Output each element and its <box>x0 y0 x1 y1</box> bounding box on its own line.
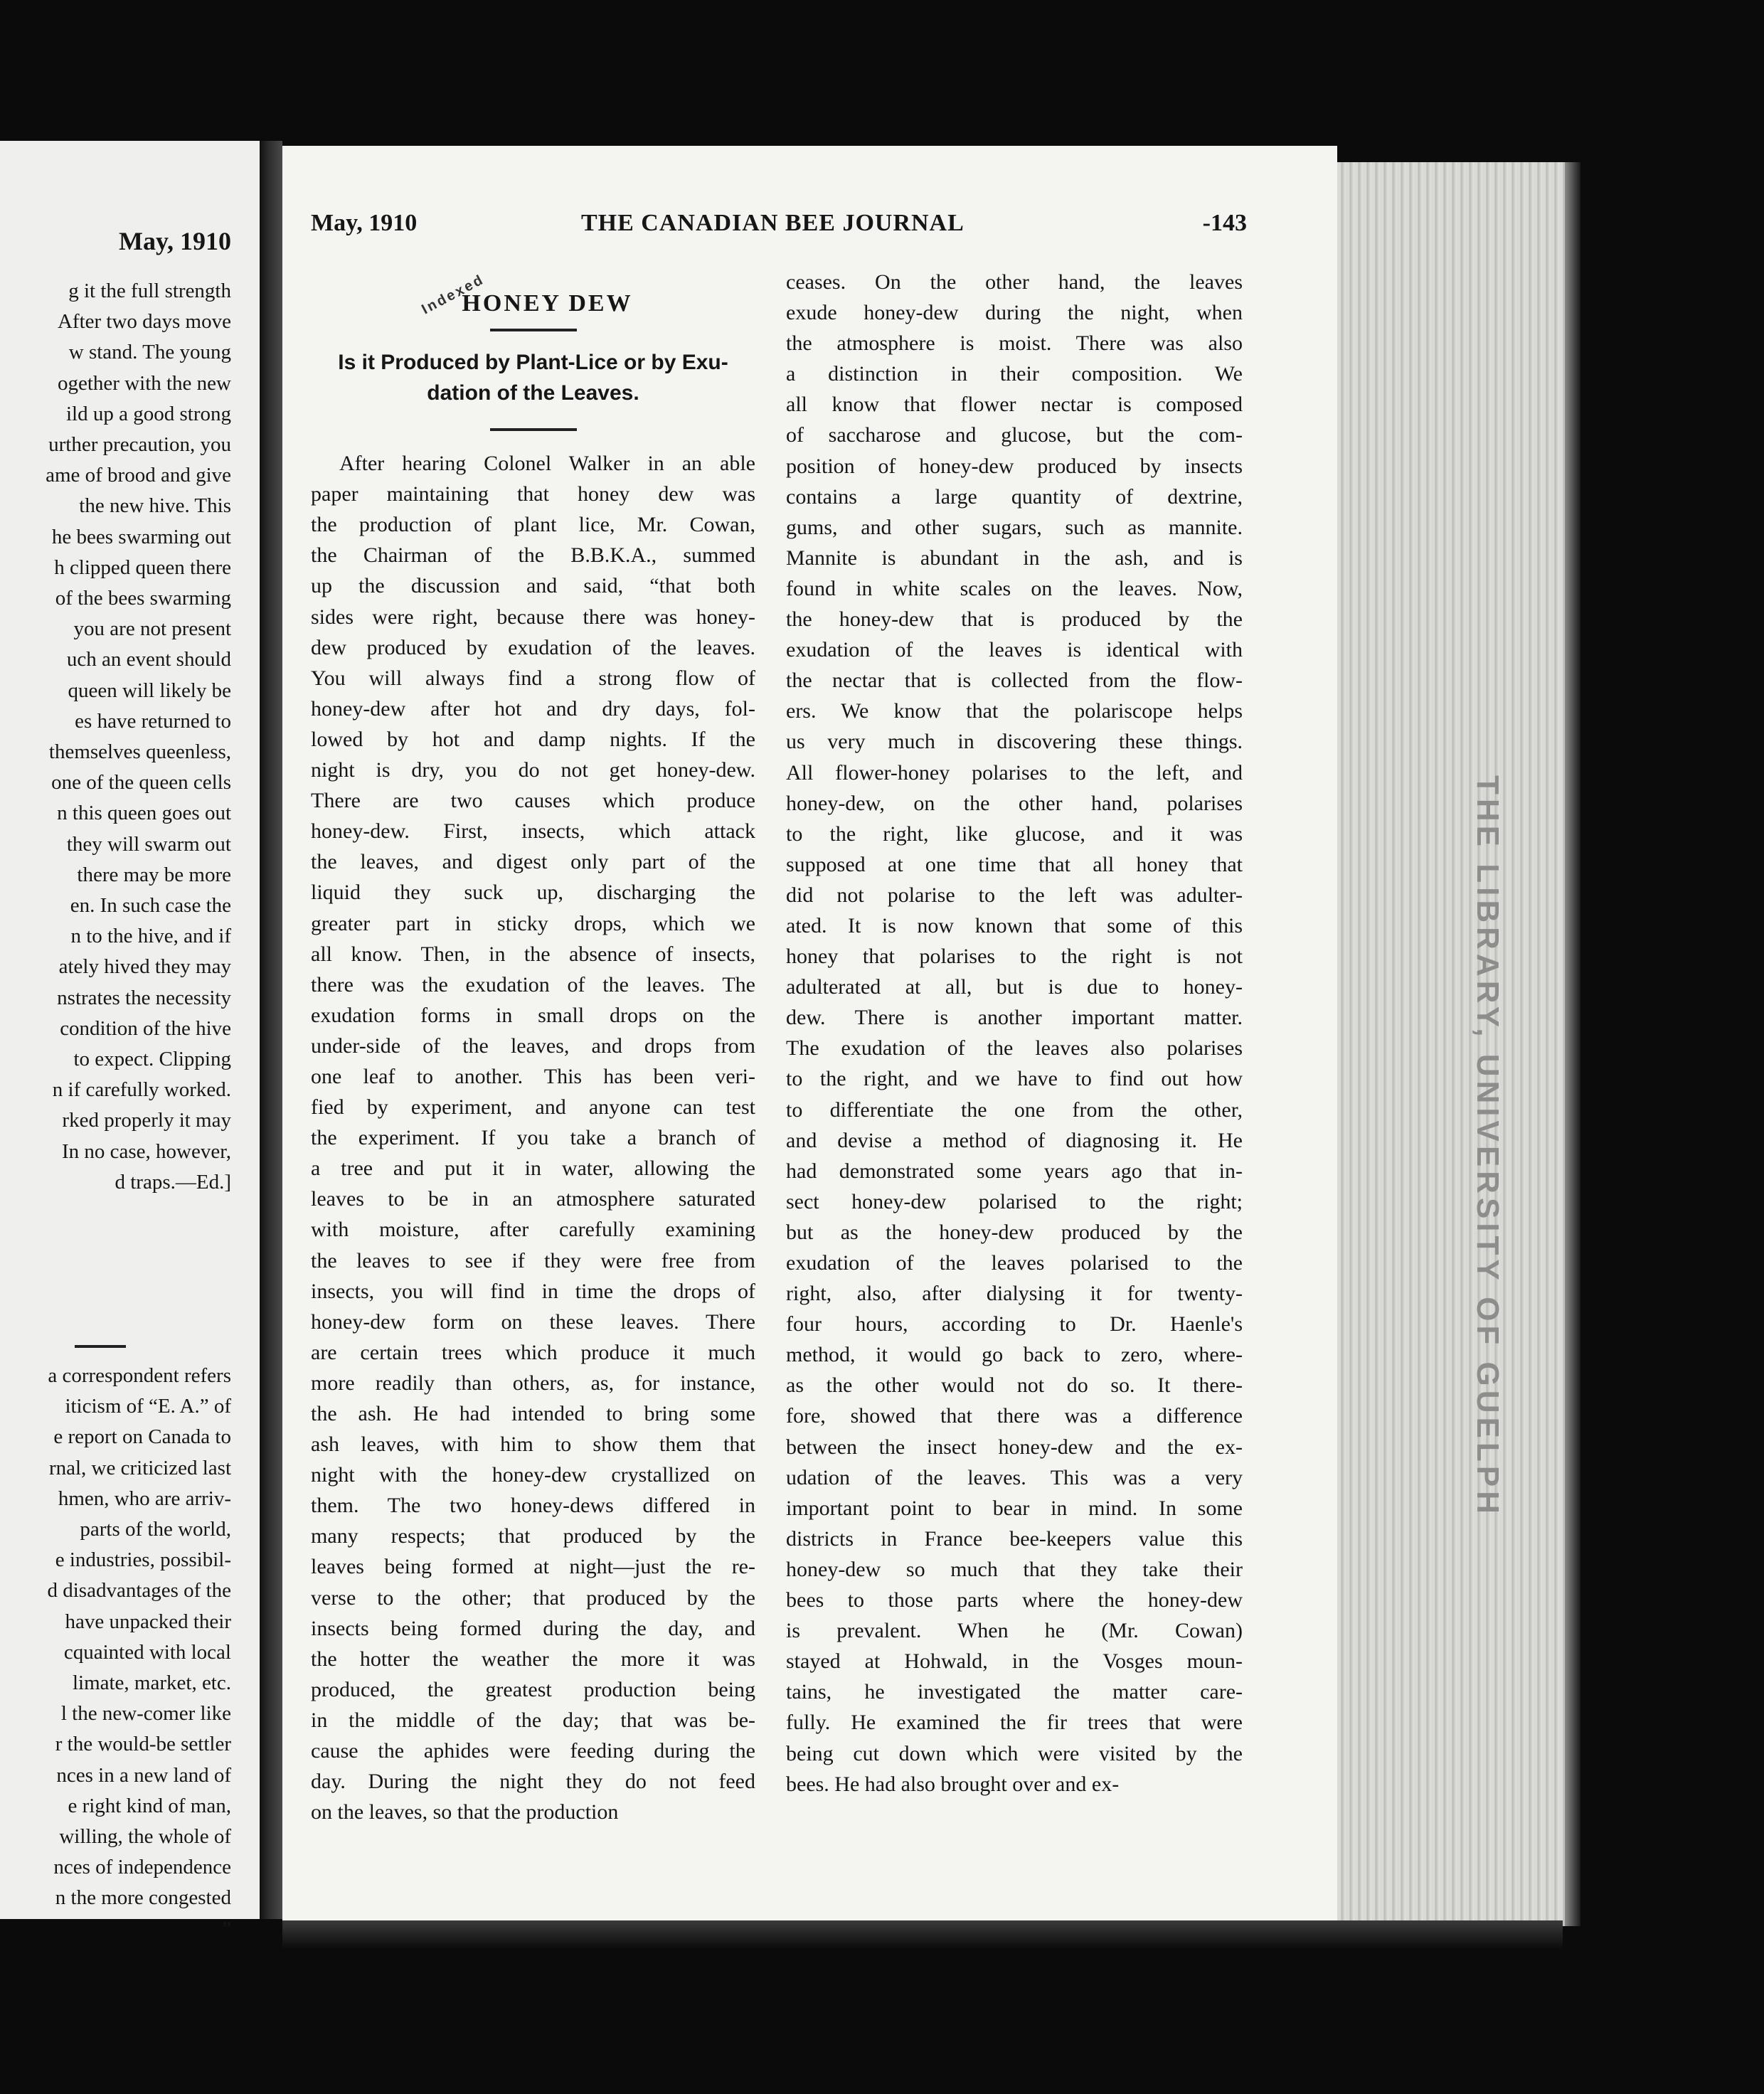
book-page-edges <box>1337 162 1572 1926</box>
indexed-stamp: Indexed <box>419 271 487 318</box>
body-line: leaves to be in an atmosphere saturated <box>311 1187 755 1211</box>
left-text-line: willing, the whole of <box>59 1825 231 1849</box>
body-line: the leaves to see if they were free from <box>311 1248 755 1272</box>
subtitle-line: dation of the Leaves. <box>427 381 639 405</box>
body-line: did not polarise to the left was adulter- <box>786 883 1243 907</box>
body-line: all know that flower nectar is composed <box>786 393 1243 417</box>
body-line: bees to those parts where the honey-dew <box>786 1588 1243 1612</box>
body-line: are certain trees which produce it much <box>311 1340 755 1364</box>
body-line: insects, you will find in time the drops of <box>311 1279 755 1303</box>
body-line: the hotter the weather the more it was <box>311 1647 755 1671</box>
body-line: fied by experiment, and anyone can test <box>311 1095 755 1120</box>
left-text-line: nces in a new land of <box>56 1763 231 1787</box>
article-title-text: HONEY DEW <box>462 290 633 317</box>
left-text-line: they will swarm out <box>66 832 231 856</box>
left-text-line: parts of the world, <box>80 1518 231 1541</box>
body-line: sect honey-dew polarised to the right; <box>786 1189 1243 1213</box>
body-line: the nectar that is collected from the flow- <box>786 669 1243 693</box>
left-text-line: In no case, however, <box>62 1139 231 1163</box>
body-line: four hours, according to Dr. Haenle's <box>786 1312 1243 1336</box>
left-text-line: e industries, possibil- <box>55 1548 231 1572</box>
left-text-line: a correspondent refers <box>48 1364 231 1387</box>
left-text-line: ame of brood and give <box>46 464 231 487</box>
body-line: verse to the other; that produced by the <box>311 1585 755 1610</box>
left-text-line: e right kind of man, <box>68 1794 231 1817</box>
body-line: position of honey-dew produced by insects <box>786 454 1243 478</box>
body-line: You will always find a strong flow of <box>311 666 755 690</box>
body-line: districts in France bee-keepers value this <box>786 1526 1243 1551</box>
running-header <box>311 210 1247 245</box>
left-text-line: he bees swarming out <box>51 525 231 548</box>
body-line: them. The two honey-dews differed in <box>311 1494 755 1518</box>
left-text-line: hmen, who are arriv- <box>58 1487 231 1510</box>
page-bottom-shadow <box>282 1920 1563 1949</box>
body-line: the leaves, and digest only part of the <box>311 850 755 874</box>
body-line: day. During the night they do not feed <box>311 1770 755 1794</box>
body-line: udation of the leaves. This was a very <box>786 1465 1243 1489</box>
body-line: lowed by hot and damp nights. If the <box>311 727 755 751</box>
left-text-line: e report on Canada to <box>53 1425 231 1449</box>
body-line: found in white scales on the leaves. Now, <box>786 576 1243 600</box>
left-text-line: condition of the hive <box>60 1016 231 1040</box>
body-line: had demonstrated some years ago that in- <box>786 1159 1243 1183</box>
left-text-line: en. In such case the <box>70 894 231 918</box>
body-line: honey-dew. First, insects, which attack <box>311 819 755 844</box>
article-column-2 <box>786 267 1243 1800</box>
body-line: the production of plant lice, Mr. Cowan, <box>311 513 755 537</box>
right-page <box>282 146 1337 1938</box>
body-line: the ash. He had intended to bring some <box>311 1402 755 1425</box>
body-line: ers. We know that the polariscope helps <box>786 699 1243 723</box>
body-line: honey-dew so much that they take their <box>786 1557 1243 1581</box>
body-line: bees. He had also brought over and ex- <box>786 1772 1120 1796</box>
article-body-column-2 <box>786 267 1243 1800</box>
body-line: honey that polarises to the right is not <box>786 945 1243 969</box>
left-page-header: May, 1910 <box>119 227 231 255</box>
left-text-line: nces of independence <box>53 1856 231 1879</box>
body-line: fore, showed that there was a difference <box>786 1404 1243 1428</box>
body-line: fully. He examined the fir trees that were <box>786 1711 1243 1735</box>
body-line: exudation of the leaves is identical with <box>786 638 1243 662</box>
left-text-line: urther precaution, you <box>48 433 231 457</box>
subtitle-line: Is it Produced by Plant-Lice or by Exu- <box>338 351 728 375</box>
left-text-line: ” <box>222 1917 231 1940</box>
body-line: tains, he investigated the matter care- <box>786 1680 1243 1704</box>
left-text-line: there may be more <box>77 863 231 886</box>
left-text-line: rked properly it may <box>62 1109 231 1132</box>
body-line: with moisture, after carefully examining <box>311 1218 755 1242</box>
left-text-line: have unpacked their <box>65 1610 231 1633</box>
left-text-line: one of the queen cells <box>51 771 231 794</box>
body-line: right, also, after dialysing it for twenty- <box>786 1282 1243 1306</box>
left-text-line: d traps.—Ed.] <box>115 1170 231 1194</box>
left-text-line: n the more congested <box>55 1886 231 1910</box>
left-text-line: of the bees swarming <box>55 587 231 610</box>
body-line: adulterated at all, but is due to honey- <box>786 975 1243 999</box>
left-text-line: w stand. The young <box>68 341 231 364</box>
left-page <box>0 141 262 1940</box>
body-line: exudation forms in small drops on the <box>311 1003 755 1027</box>
body-line: of saccharose and glucose, but the com- <box>786 423 1243 447</box>
article-column-1 <box>311 267 755 1827</box>
left-text-line: es have returned to <box>75 709 231 733</box>
body-line: All flower-honey polarises to the left, and <box>786 760 1243 785</box>
left-text-line: themselves queenless, <box>48 740 231 764</box>
body-line: ated. It is now known that some of this <box>786 913 1243 937</box>
body-line: insects being formed during the day, and <box>311 1616 755 1640</box>
left-text-line: ately hived they may <box>58 955 231 979</box>
body-line: night is dry, you do not get honey-dew. <box>311 758 755 782</box>
left-text-line: rnal, we criticized last <box>48 1456 231 1479</box>
left-text-line: n to the hive, and if <box>70 925 231 948</box>
body-line: up the discussion and said, “that both <box>311 574 755 598</box>
body-line: a distinction in their composition. We <box>786 362 1243 386</box>
left-text-line: n if carefully worked. <box>52 1078 231 1102</box>
body-line: honey-dew form on these leaves. There <box>311 1309 755 1334</box>
body-line: but as the honey-dew produced by the <box>786 1220 1243 1244</box>
body-line: more readily than others, as, for instance, <box>311 1371 755 1395</box>
body-line: leaves being formed at night—just the re- <box>311 1555 755 1579</box>
left-text-line: ogether with the new <box>57 371 231 395</box>
body-line: There are two causes which produce <box>311 789 755 813</box>
body-line: supposed at one time that all honey that <box>786 852 1243 876</box>
body-line: is prevalent. When he (Mr. Cowan) <box>786 1619 1243 1643</box>
article-title <box>339 271 755 319</box>
body-line: cause the aphides were feeding during the <box>311 1739 755 1763</box>
subtitle-rule <box>490 428 577 431</box>
header-date: May, 1910 <box>311 210 418 236</box>
left-text-line: g it the full strength <box>68 280 231 302</box>
body-line: night with the honey-dew crystallized on <box>311 1463 755 1487</box>
body-line: the Chairman of the B.B.K.A., summed <box>311 543 755 568</box>
body-line: ash leaves, with him to show them that <box>311 1433 755 1457</box>
body-line: Mannite is abundant in the ash, and is <box>786 546 1243 570</box>
body-line: gums, and other sugars, such as mannite. <box>786 515 1243 539</box>
body-line: dew produced by exudation of the leaves. <box>311 635 755 659</box>
left-text-line: to expect. Clipping <box>73 1048 231 1071</box>
body-line: to differentiate the one from the other, <box>786 1098 1243 1122</box>
body-line: liquid they suck up, discharging the <box>311 881 755 905</box>
left-page-text <box>0 276 231 1198</box>
body-line: and devise a method of diagnosing it. He <box>786 1128 1243 1152</box>
left-text-line: h clipped queen there <box>54 556 231 579</box>
body-line: all know. Then, in the absence of insects, <box>311 942 755 966</box>
left-text-line: uch an event should <box>66 648 231 671</box>
body-line: sides were right, because there was honey- <box>311 605 755 629</box>
body-line: exudation of the leaves polarised to the <box>786 1251 1243 1275</box>
body-line: us very much in discovering these things. <box>786 730 1243 754</box>
library-stamp: THE LIBRARY, UNIVERSITY OF GUELPH <box>1470 775 1505 1518</box>
body-line: on the leaves, so that the production <box>311 1800 619 1824</box>
body-line: The exudation of the leaves also polarises <box>786 1036 1243 1061</box>
book-edge-shadow <box>1565 162 1580 1926</box>
left-text-line: iticism of “E. A.” of <box>65 1395 231 1418</box>
body-line: exude honey-dew during the night, when <box>786 301 1243 325</box>
title-rule <box>490 329 577 331</box>
body-line: honey-dew, on the other hand, polarises <box>786 791 1243 815</box>
body-line: method, it would go back to zero, where- <box>786 1343 1243 1367</box>
body-line: produced, the greatest production being <box>311 1677 755 1701</box>
left-text-line: queen will likely be <box>68 679 231 702</box>
body-line: many respects; that produced by the <box>311 1524 755 1548</box>
left-text-line: After two days move <box>57 310 231 334</box>
body-line: stayed at Hohwald, in the Vosges moun- <box>786 1649 1243 1674</box>
page-number: -143 <box>1202 210 1247 236</box>
book-gutter <box>260 141 282 1919</box>
left-text-line: limate, market, etc. <box>72 1672 231 1695</box>
body-line: paper maintaining that honey dew was <box>311 482 755 506</box>
body-line: a tree and put it in water, allowing the <box>311 1157 755 1181</box>
body-line: to the right, and we have to find out how <box>786 1067 1243 1091</box>
left-text-line: r the would-be settler <box>55 1733 231 1756</box>
body-line: honey-dew after hot and dry days, fol- <box>311 696 755 721</box>
body-line: contains a large quantity of dextrine, <box>786 484 1243 509</box>
left-text-line: d disadvantages of the <box>47 1579 231 1603</box>
journal-title: THE CANADIAN BEE JOURNAL <box>581 210 965 236</box>
article-subtitle <box>311 347 755 408</box>
body-line: as the other would not do so. It there- <box>786 1373 1243 1398</box>
body-line: After hearing Colonel Walker in an able <box>339 452 755 476</box>
body-line: the atmosphere is moist. There was also <box>786 331 1243 356</box>
left-text-line: l the new-comer like <box>60 1702 231 1726</box>
left-text-line: nstrates the necessity <box>57 986 231 1009</box>
body-line: important point to bear in mind. In some <box>786 1496 1243 1520</box>
body-line: to the right, like glucose, and it was <box>786 822 1243 846</box>
left-page-divider <box>75 1345 126 1348</box>
body-line: ceases. On the other hand, the leaves <box>786 270 1243 294</box>
body-line: under-side of the leaves, and drops from <box>311 1033 755 1058</box>
body-line: greater part in sticky drops, which we <box>311 911 755 935</box>
left-page-text-continued <box>0 1361 231 1945</box>
left-text-line: cquainted with local <box>63 1640 231 1664</box>
body-line: between the insect honey-dew and the ex- <box>786 1435 1243 1459</box>
body-line: dew. There is another important matter. <box>786 1006 1243 1030</box>
left-text-line: ild up a good strong <box>66 402 231 425</box>
article-body-column-1 <box>311 448 755 1827</box>
left-text-line: you are not present <box>73 617 231 641</box>
body-line: the experiment. If you take a branch of <box>311 1126 755 1150</box>
body-line: one leaf to another. This has been veri- <box>311 1064 755 1088</box>
body-line: in the middle of the day; that was be- <box>311 1708 755 1732</box>
left-text-line: n this queen goes out <box>57 802 231 825</box>
body-line: being cut down which were visited by the <box>786 1741 1243 1765</box>
left-text-line: the new hive. This <box>79 494 231 518</box>
body-line: the honey-dew that is produced by the <box>786 607 1243 632</box>
body-line: there was the exudation of the leaves. The <box>311 972 755 996</box>
